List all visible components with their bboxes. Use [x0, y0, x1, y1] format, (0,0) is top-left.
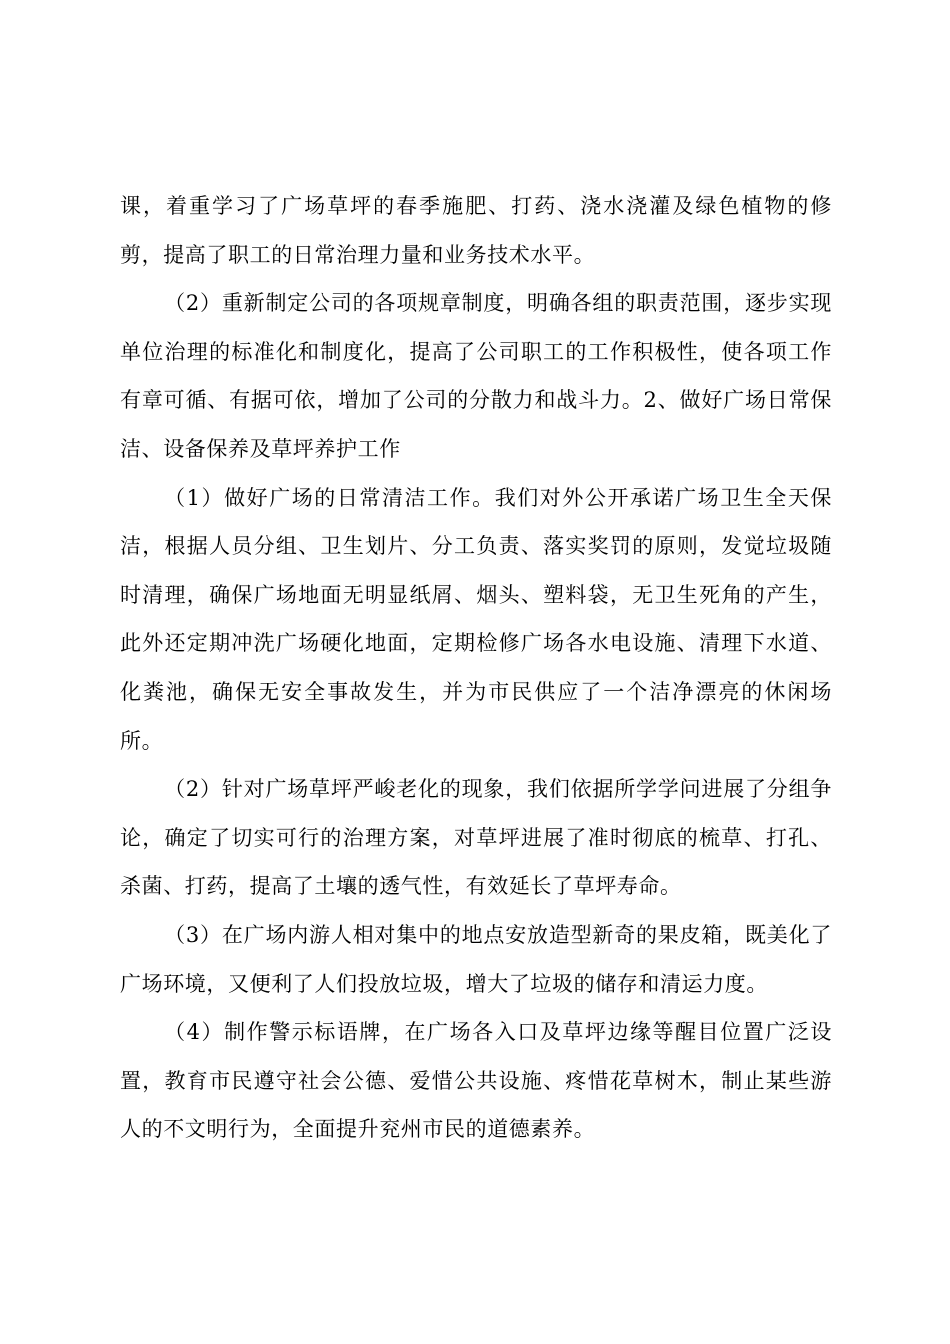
- paragraph-item-4-signs: （4）制作警示标语牌，在广场各入口及草坪边缘等醒目位置广泛设置，教育市民遵守社会公德、爱惜公共设施、疼惜花草树木，制止某些游人的不文明行为，全面提升兖州市民的道德素养。: [120, 1020, 832, 1142]
- paragraph-item-2-lawn: （2）针对广场草坪严峻老化的现象，我们依据所学学问进展了分组争论，确定了切实可行的治理方案，对草坪进展了准时彻底的梳草、打孔、杀菌、打药，提高了土壤的透气性，有效延长了草坪寿命。: [120, 777, 832, 899]
- document-body: [120, 182, 832, 1154]
- paragraph-item-3-bins: （3）在广场内游人相对集中的地点安放造型新奇的果皮箱，既美化了广场环境，又便利了人们投放垃圾，增大了垃圾的储存和清运力度。: [120, 922, 832, 996]
- paragraph-continuation: 课，着重学习了广场草坪的春季施肥、打药、浇水浇灌及绿色植物的修剪，提高了职工的日常治理力量和业务技术水平。: [120, 194, 832, 267]
- paragraph-item-1-cleaning: （1）做好广场的日常清洁工作。我们对外公开承诺广场卫生全天保洁，根据人员分组、卫生划片、分工负责、落实奖罚的原则，发觉垃圾随时清理，确保广场地面无明显纸屑、烟头、塑料袋，无卫生死角的产生，此外还定期冲洗广场硬化地面，定期检修广场各水电设施、清理下水道、化粪池，确保无安全事故发生，并为市民供应了一个洁净漂亮的休闲场所。: [120, 485, 832, 753]
- paragraph-item-2-rules: （2）重新制定公司的各项规章制度，明确各组的职责范围，逐步实现单位治理的标准化和制度化，提高了公司职工的工作积极性，使各项工作有章可循、有据可依，增加了公司的分散力和战斗力。2、做好广场日常保洁、设备保养及草坪养护工作: [120, 291, 832, 461]
